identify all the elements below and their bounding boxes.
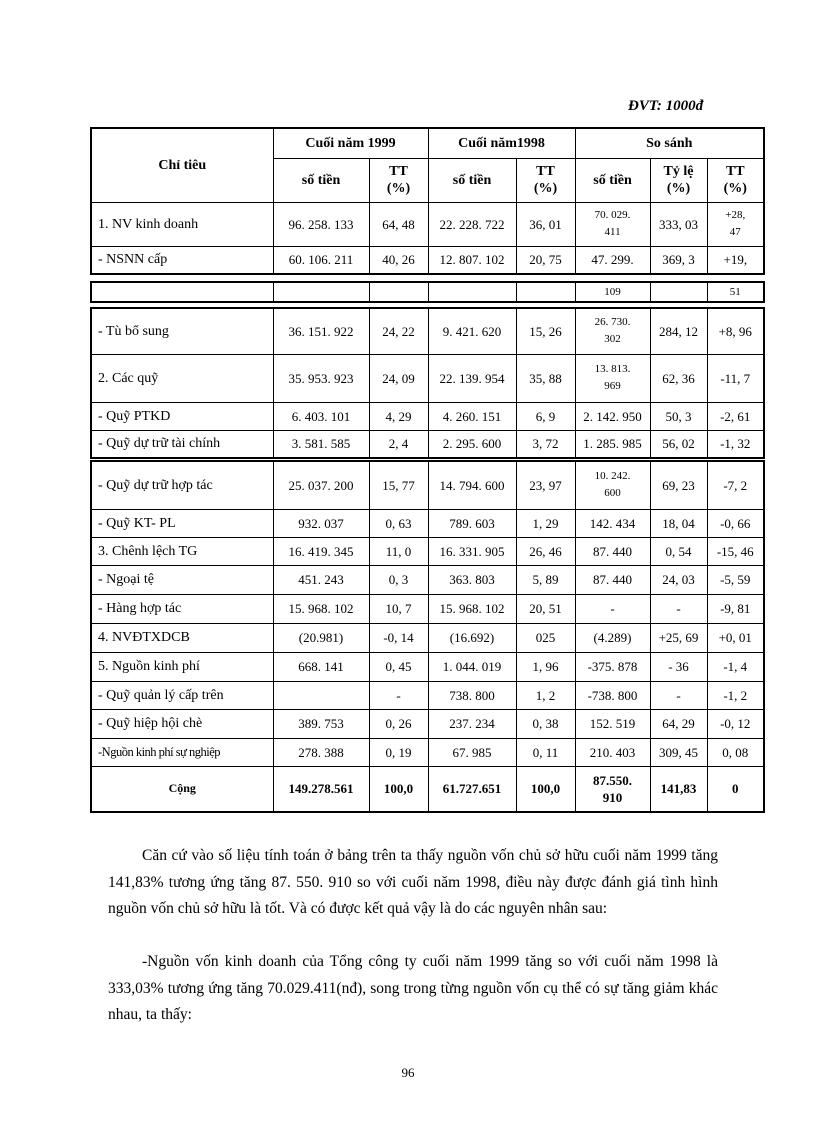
cell: 51 bbox=[707, 282, 764, 302]
cell: 100,0 bbox=[516, 766, 575, 812]
cell: -1, 32 bbox=[707, 430, 764, 458]
row-label: - Quỹ dự trữ hợp tác bbox=[91, 461, 273, 509]
cell: - bbox=[650, 594, 707, 623]
cell: 15. 968. 102 bbox=[273, 594, 369, 623]
cell: 36, 01 bbox=[516, 202, 575, 246]
cell: 025 bbox=[516, 623, 575, 652]
cell: 18, 04 bbox=[650, 509, 707, 537]
cell: - bbox=[575, 594, 650, 623]
cell: - bbox=[369, 681, 428, 709]
body-paragraph-2: -Nguồn vốn kinh doanh của Tổng công ty cuối năm 1999 tăng so với cuối năm 1998 là 333,03% tương ứng tăng 70.029.411(nđ), song trong từng nguồn vốn cụ thể có sự tăng giảm khác nhau, ta thấy: bbox=[108, 953, 718, 1023]
cell: -7, 2 bbox=[707, 461, 764, 509]
cell: 333, 03 bbox=[650, 202, 707, 246]
cell: 284, 12 bbox=[650, 308, 707, 354]
cell: 0, 63 bbox=[369, 509, 428, 537]
table-row bbox=[91, 652, 764, 681]
table-row bbox=[91, 681, 764, 709]
row-label: - Tù bổ sung bbox=[91, 308, 273, 354]
capital-table-part-2 bbox=[90, 281, 765, 303]
cell: 389. 753 bbox=[273, 709, 369, 738]
cell: 87. 440 bbox=[575, 565, 650, 594]
cell: -15, 46 bbox=[707, 537, 764, 565]
cell: 149.278.561 bbox=[273, 766, 369, 812]
header-chi-tieu: Chỉ tiêu bbox=[91, 128, 273, 202]
cell: 1, 96 bbox=[516, 652, 575, 681]
cell: 738. 800 bbox=[428, 681, 516, 709]
cell: -2, 61 bbox=[707, 402, 764, 430]
cell: 4. 260. 151 bbox=[428, 402, 516, 430]
cell: 35, 88 bbox=[516, 354, 575, 402]
cell: 20, 75 bbox=[516, 246, 575, 274]
cell: 20, 51 bbox=[516, 594, 575, 623]
cell: 12. 807. 102 bbox=[428, 246, 516, 274]
cell: 363. 803 bbox=[428, 565, 516, 594]
table-row bbox=[91, 709, 764, 738]
cell: 668. 141 bbox=[273, 652, 369, 681]
cell: - bbox=[650, 681, 707, 709]
cell: 0, 08 bbox=[707, 738, 764, 766]
unit-label: ĐVT: 1000đ bbox=[628, 98, 704, 114]
cell: 0, 11 bbox=[516, 738, 575, 766]
cell: 100,0 bbox=[369, 766, 428, 812]
cell: 64, 29 bbox=[650, 709, 707, 738]
cell: 10. 242. 600 bbox=[575, 461, 650, 509]
cell: 24, 09 bbox=[369, 354, 428, 402]
cell: 6. 403. 101 bbox=[273, 402, 369, 430]
cell bbox=[369, 282, 428, 302]
cell: -9, 81 bbox=[707, 594, 764, 623]
table-row bbox=[91, 246, 764, 274]
cell: 16. 419. 345 bbox=[273, 537, 369, 565]
table-row bbox=[91, 623, 764, 652]
row-label: - Quỹ PTKD bbox=[91, 402, 273, 430]
row-label: - Hàng hợp tác bbox=[91, 594, 273, 623]
cell: 109 bbox=[575, 282, 650, 302]
cell: 2. 142. 950 bbox=[575, 402, 650, 430]
cell: - 36 bbox=[650, 652, 707, 681]
cell bbox=[91, 282, 273, 302]
cell: 26, 46 bbox=[516, 537, 575, 565]
header-tt-1999: TT (%) bbox=[369, 158, 428, 202]
cell: 61.727.651 bbox=[428, 766, 516, 812]
table-row bbox=[91, 430, 764, 458]
cell: 22. 228. 722 bbox=[428, 202, 516, 246]
cell: 64, 48 bbox=[369, 202, 428, 246]
cell: 11, 0 bbox=[369, 537, 428, 565]
cell: +19, bbox=[707, 246, 764, 274]
cell: -0, 66 bbox=[707, 509, 764, 537]
cell: 16. 331. 905 bbox=[428, 537, 516, 565]
row-label: Cộng bbox=[91, 766, 273, 812]
cell: 9. 421. 620 bbox=[428, 308, 516, 354]
capital-table-part-1 bbox=[90, 127, 765, 275]
cell: 0, 45 bbox=[369, 652, 428, 681]
cell: 5, 89 bbox=[516, 565, 575, 594]
cell: 69, 23 bbox=[650, 461, 707, 509]
cell: 278. 388 bbox=[273, 738, 369, 766]
table-row bbox=[91, 738, 764, 766]
row-label: - Quỹ dự trữ tài chính bbox=[91, 430, 273, 458]
cell: 60. 106. 211 bbox=[273, 246, 369, 274]
capital-table-part-3 bbox=[90, 307, 765, 459]
cell bbox=[650, 282, 707, 302]
cell: 96. 258. 133 bbox=[273, 202, 369, 246]
cell: 1, 29 bbox=[516, 509, 575, 537]
table-row bbox=[91, 461, 764, 509]
cell: 0, 38 bbox=[516, 709, 575, 738]
cell: 40, 26 bbox=[369, 246, 428, 274]
cell: +8, 96 bbox=[707, 308, 764, 354]
table-row bbox=[91, 282, 764, 302]
cell: 1. 285. 985 bbox=[575, 430, 650, 458]
row-label: -Nguồn kinh phí sự nghiệp bbox=[91, 738, 273, 766]
table-row-total bbox=[91, 766, 764, 812]
cell: -11, 7 bbox=[707, 354, 764, 402]
cell: -0, 12 bbox=[707, 709, 764, 738]
header-so-tien-1998: số tiền bbox=[428, 158, 516, 202]
cell: 10, 7 bbox=[369, 594, 428, 623]
cell: 87.550. 910 bbox=[575, 766, 650, 812]
cell: 4, 29 bbox=[369, 402, 428, 430]
cell: 25. 037. 200 bbox=[273, 461, 369, 509]
cell: 50, 3 bbox=[650, 402, 707, 430]
row-label: - Quỹ KT- PL bbox=[91, 509, 273, 537]
cell: 24, 22 bbox=[369, 308, 428, 354]
page-number: 96 bbox=[401, 1065, 415, 1080]
cell: 1. 044. 019 bbox=[428, 652, 516, 681]
cell: 237. 234 bbox=[428, 709, 516, 738]
header-tt-1998: TT (%) bbox=[516, 158, 575, 202]
cell: 14. 794. 600 bbox=[428, 461, 516, 509]
cell: 0, 26 bbox=[369, 709, 428, 738]
cell: 47. 299. bbox=[575, 246, 650, 274]
cell: 789. 603 bbox=[428, 509, 516, 537]
cell: (20.981) bbox=[273, 623, 369, 652]
capital-table-part-4 bbox=[90, 460, 765, 813]
row-label: 4. NVĐTXDCB bbox=[91, 623, 273, 652]
cell: 3. 581. 585 bbox=[273, 430, 369, 458]
cell bbox=[428, 282, 516, 302]
table-row bbox=[91, 594, 764, 623]
cell: +25, 69 bbox=[650, 623, 707, 652]
table-row bbox=[91, 354, 764, 402]
cell: 451. 243 bbox=[273, 565, 369, 594]
cell: -738. 800 bbox=[575, 681, 650, 709]
cell: 35. 953. 923 bbox=[273, 354, 369, 402]
cell bbox=[516, 282, 575, 302]
row-label: - NSNN cấp bbox=[91, 246, 273, 274]
header-ty-le: Tỷ lệ (%) bbox=[650, 158, 707, 202]
cell: 23, 97 bbox=[516, 461, 575, 509]
cell bbox=[273, 282, 369, 302]
cell: 13. 813. 969 bbox=[575, 354, 650, 402]
table-row bbox=[91, 565, 764, 594]
header-so-tien-1999: số tiền bbox=[273, 158, 369, 202]
header-1999: Cuối năm 1999 bbox=[273, 128, 428, 158]
cell: 70. 029. 411 bbox=[575, 202, 650, 246]
cell: 15. 968. 102 bbox=[428, 594, 516, 623]
cell: 210. 403 bbox=[575, 738, 650, 766]
row-label: 2. Các quỹ bbox=[91, 354, 273, 402]
cell: 2, 4 bbox=[369, 430, 428, 458]
cell: 56, 02 bbox=[650, 430, 707, 458]
cell: 932. 037 bbox=[273, 509, 369, 537]
cell: 2. 295. 600 bbox=[428, 430, 516, 458]
cell: +28, 47 bbox=[707, 202, 764, 246]
row-label: 3. Chênh lệch TG bbox=[91, 537, 273, 565]
header-1998: Cuối năm1998 bbox=[428, 128, 575, 158]
table-row bbox=[91, 202, 764, 246]
row-label: - Ngoại tệ bbox=[91, 565, 273, 594]
cell: -0, 14 bbox=[369, 623, 428, 652]
cell: 15, 77 bbox=[369, 461, 428, 509]
cell: 0, 3 bbox=[369, 565, 428, 594]
cell: 3, 72 bbox=[516, 430, 575, 458]
body-paragraph-1: Căn cứ vào số liệu tính toán ở bảng trên ta thấy nguồn vốn chủ sở hữu cuối năm 1999 tăng 141,83% tương ứng tăng 87. 550. 910 so với cuối năm 1998, điều này được đánh giá tình hình nguồn vốn chủ sở hữu là tốt. Và có được kết quả vậy là do các nguyên nhân sau: bbox=[108, 847, 718, 917]
cell: 152. 519 bbox=[575, 709, 650, 738]
cell: -5, 59 bbox=[707, 565, 764, 594]
cell: -1, 2 bbox=[707, 681, 764, 709]
table-row bbox=[91, 537, 764, 565]
cell: 22. 139. 954 bbox=[428, 354, 516, 402]
cell bbox=[273, 681, 369, 709]
header-so-sanh: So sánh bbox=[575, 128, 764, 158]
row-label: 1. NV kinh doanh bbox=[91, 202, 273, 246]
cell: 67. 985 bbox=[428, 738, 516, 766]
table-row bbox=[91, 402, 764, 430]
cell: 15, 26 bbox=[516, 308, 575, 354]
cell: +0, 01 bbox=[707, 623, 764, 652]
row-label: - Quỹ quản lý cấp trên bbox=[91, 681, 273, 709]
row-label: 5. Nguồn kinh phí bbox=[91, 652, 273, 681]
cell: -375. 878 bbox=[575, 652, 650, 681]
cell: 87. 440 bbox=[575, 537, 650, 565]
header-so-tien-ss: số tiền bbox=[575, 158, 650, 202]
cell: 369, 3 bbox=[650, 246, 707, 274]
cell: 1, 2 bbox=[516, 681, 575, 709]
header-tt-ss: TT (%) bbox=[707, 158, 764, 202]
cell: 0, 54 bbox=[650, 537, 707, 565]
cell: 0 bbox=[707, 766, 764, 812]
cell: 36. 151. 922 bbox=[273, 308, 369, 354]
cell: (4.289) bbox=[575, 623, 650, 652]
cell: 62, 36 bbox=[650, 354, 707, 402]
cell: 141,83 bbox=[650, 766, 707, 812]
cell: 0, 19 bbox=[369, 738, 428, 766]
table-row bbox=[91, 308, 764, 354]
cell: 309, 45 bbox=[650, 738, 707, 766]
cell: 26. 730. 302 bbox=[575, 308, 650, 354]
row-label: - Quỹ hiệp hội chè bbox=[91, 709, 273, 738]
cell: 6, 9 bbox=[516, 402, 575, 430]
cell: -1, 4 bbox=[707, 652, 764, 681]
table-row bbox=[91, 509, 764, 537]
cell: (16.692) bbox=[428, 623, 516, 652]
cell: 24, 03 bbox=[650, 565, 707, 594]
cell: 142. 434 bbox=[575, 509, 650, 537]
